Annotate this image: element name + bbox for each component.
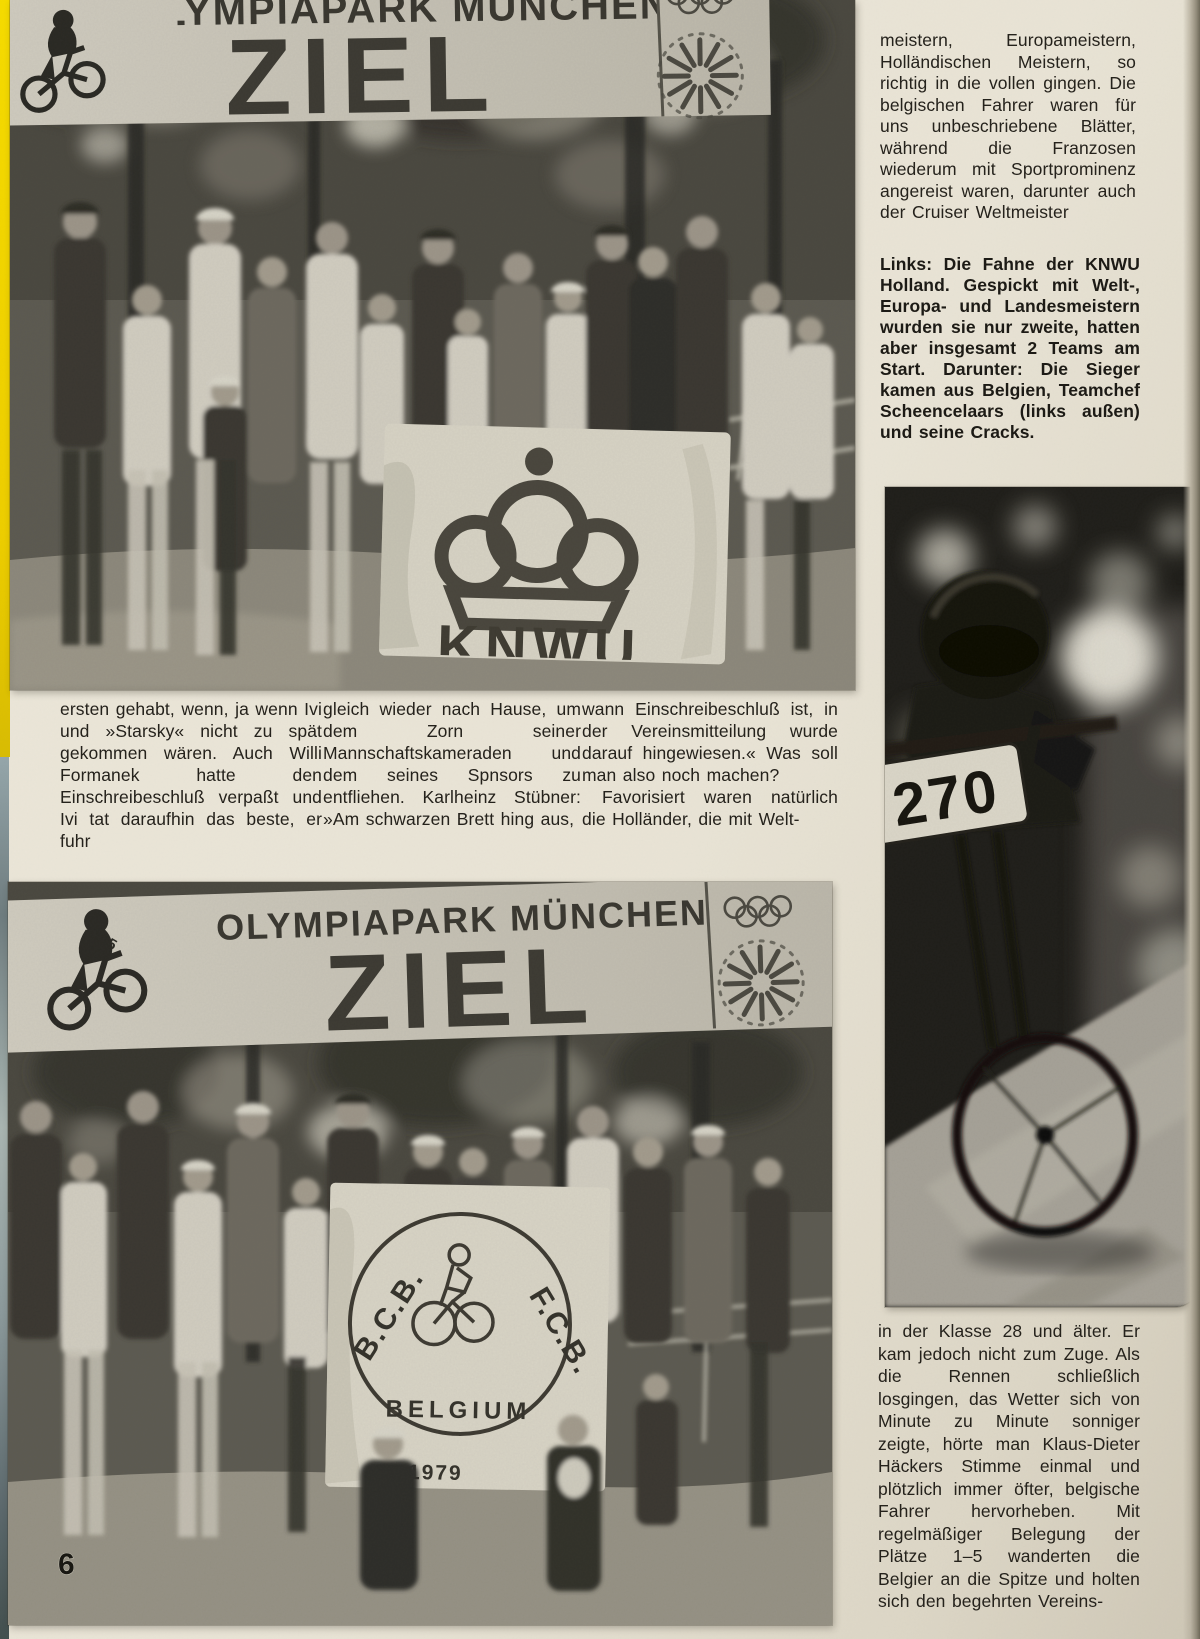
article-column-3-p1: wann Einschreibeschluß ist, in der Vereinsmitteilung wurde darauf hingewiesen.« Was soll man also noch machen? [582,699,838,785]
team-photo-belgium [8,882,832,1625]
article-column-1: ersten gehabt, wenn, ja wenn Ivi und »Starsky« nicht zu spät gekommen wären. Auch Willi Formanek hatte den Einschreibeschluß verpaßt und Ivi tat daraufhin das beste, er fuhr [60,699,322,851]
team-photo-knwu [10,0,855,690]
article-paragraph-right-bottom: in der Klasse 28 und älter. Er kam jedoch nicht zum Zuge. Als die Rennen schließlich losgingen, das Wetter sich von Minute zu Minute sonniger zeigte, hörte man Klaus-Dieter Häckers Stimme einmal und plötzlich immer öfter, belgische Fahrer hervorheben. Mit regelmäßiger Belegung der Plätze 1–5 wanderten die Belgier an die Spitze und holten sich den begehrten Vereins- [878,1321,1140,1611]
page-edge-yellow-strip [0,0,10,757]
rider-270-photo [885,487,1200,1307]
photo-caption: Links: Die Fahne der KNWU Holland. Gespickt mit Welt-, Europa- und Landesmeistern wurden sie nur zweite, hatten aber insgesamt 2 Teams am Start. Darunter: Die Sieger kamen aus Belgien, Teamchef Scheencelaars (links außen) und seine Cracks. [880,254,1140,442]
article-column-2: gleich wieder nach Hause, um dem Zorn seiner Mannschaftskameraden und dem seines Spnsors zu entfliehen. Karlheinz Stübner: »Am schwarzen Brett hing aus, [323,699,581,829]
article-column-3-p2: Favorisiert waren natürlich die Holländer, die mit Welt- [582,787,838,829]
article-column-3 [582,698,838,830]
page-curl-edge [1183,0,1200,1639]
article-paragraph-right-top: meistern, Europameistern, Holländischen Meistern, so richtig in die vollen gingen. Die belgischen Fahrer waren für uns unbeschriebene Blätter, während die Franzosen wiederum mit Sportprominenz angereist waren, darunter auch der Cruiser Weltmeister [880,30,1136,222]
